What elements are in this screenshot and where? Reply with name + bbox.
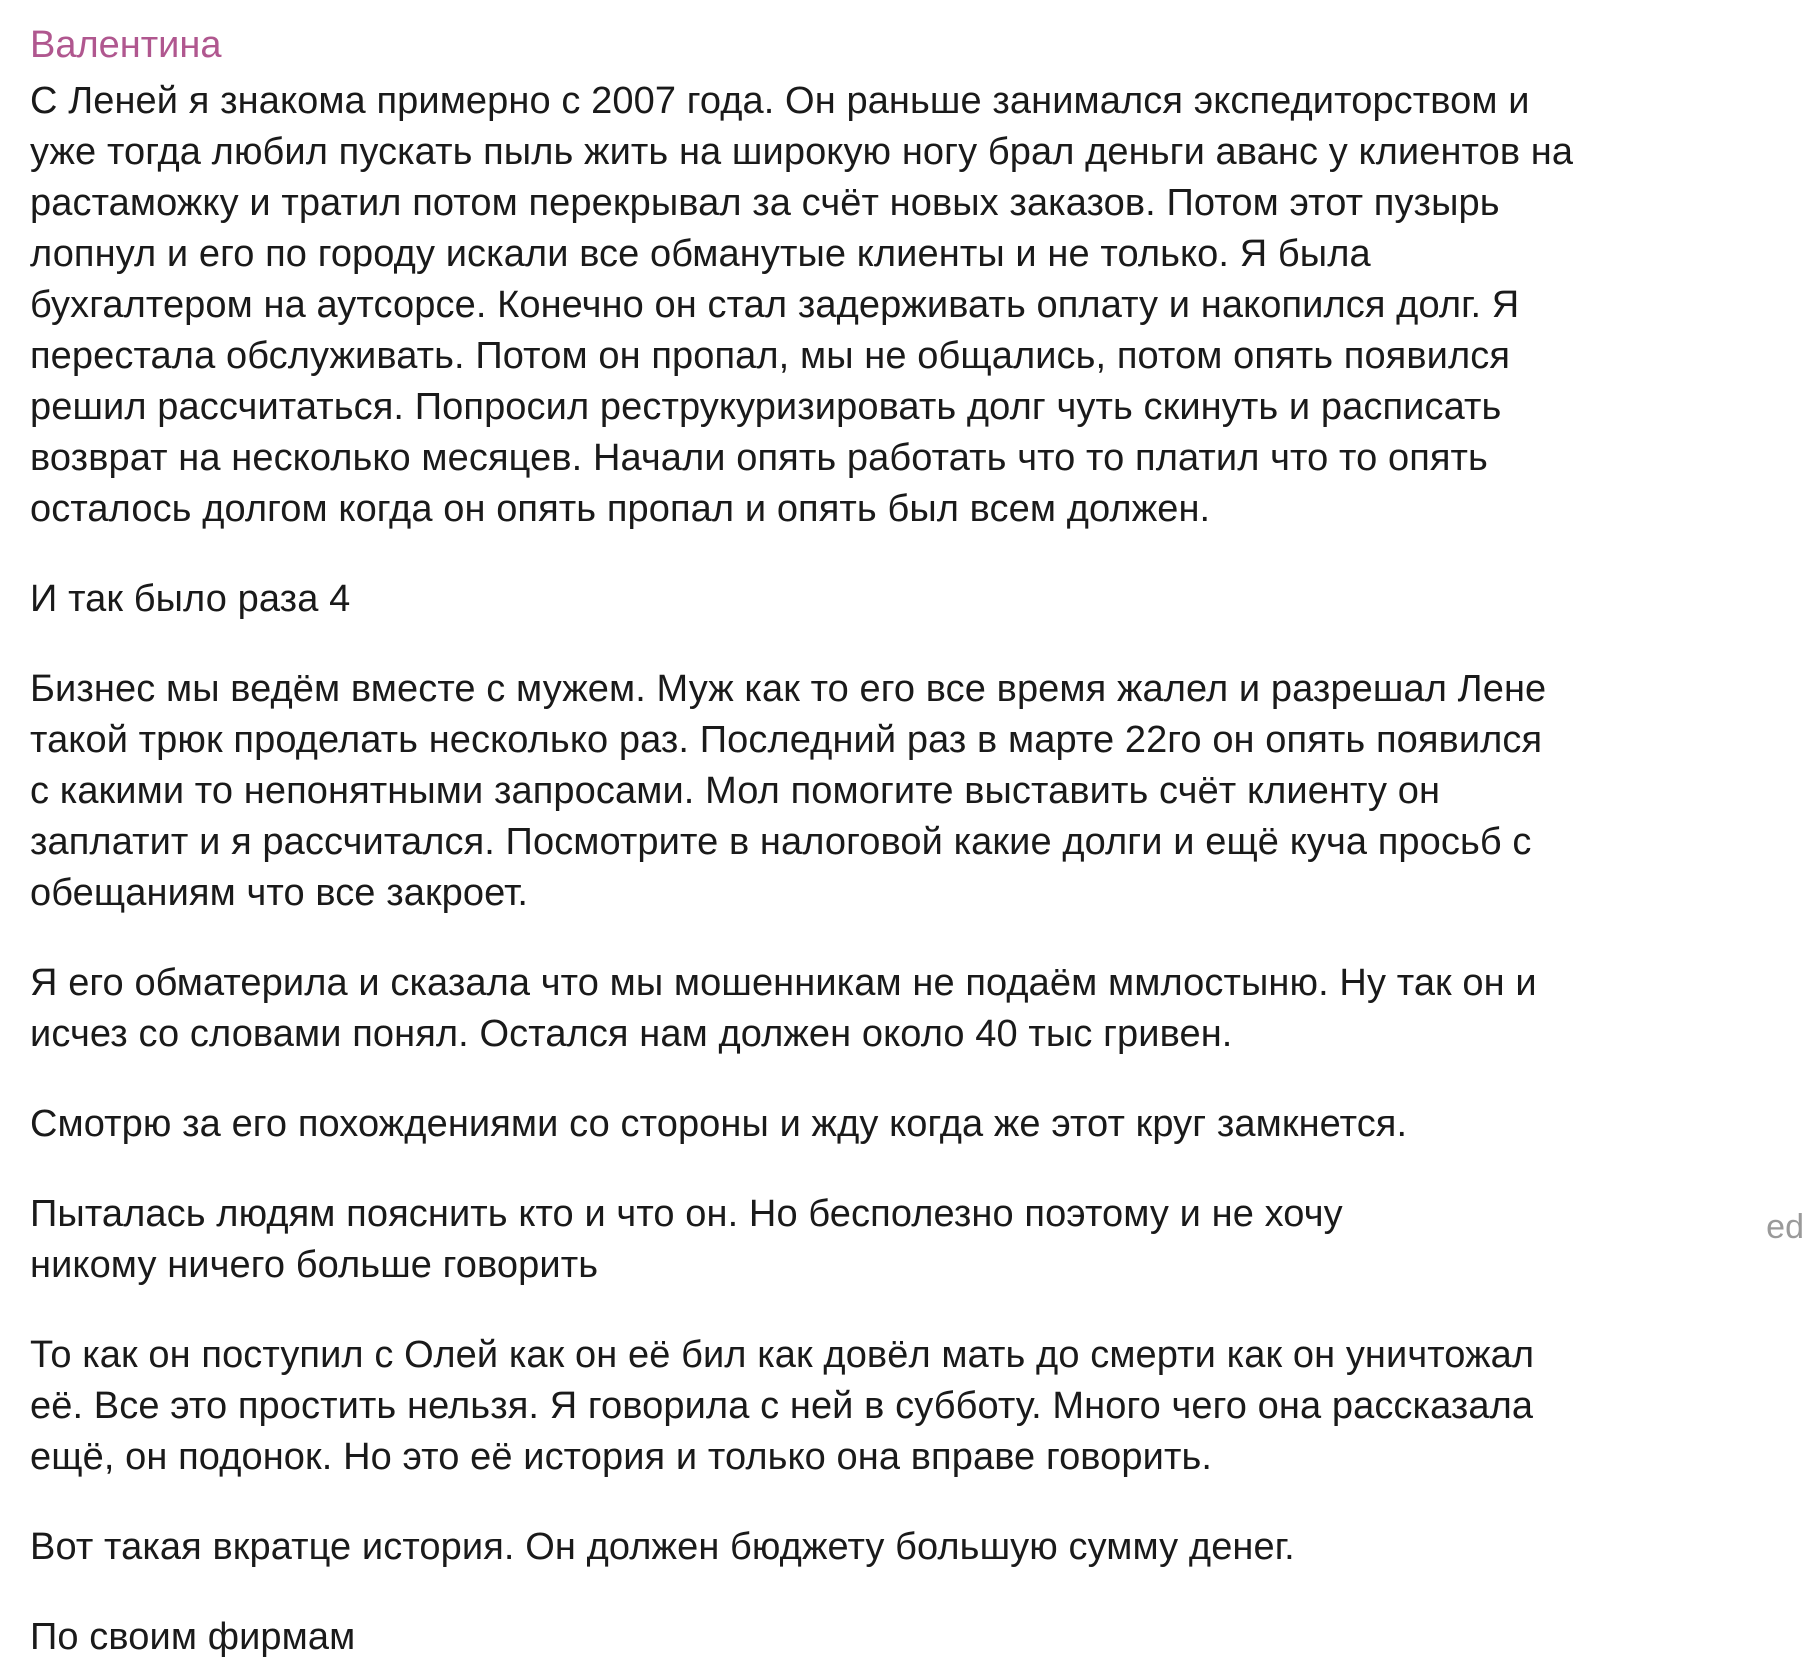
message-line: Я его обматерила и сказала что мы мошенникам не подаём ммлостыню. Ну так он и — [30, 962, 1537, 1004]
message-line: растаможку и тратил потом перекрывал за счёт новых заказов. Потом этот пузырь — [30, 182, 1500, 224]
message-line: никому ничего больше говорить — [30, 1244, 599, 1286]
message-paragraph — [30, 1189, 1804, 1291]
message-line: лопнул и его по городу искали все обманутые клиенты и не только. Я была — [30, 233, 1371, 275]
message-line: Пыталась людям пояснить кто и что он. Но бесполезно поэтому и не хочу — [30, 1193, 1343, 1235]
message-line: И так было раза 4 — [30, 578, 351, 620]
message-body — [30, 76, 1804, 1663]
message-paragraph — [30, 574, 1804, 625]
message-line: исчез со словами понял. Остался нам должен около 40 тыс гривен. — [30, 1013, 1233, 1055]
message-line: Бизнес мы ведём вместе с мужем. Муж как то его все время жалел и разрешал Лене — [30, 668, 1547, 710]
message-line: заплатит и я рассчитался. Посмотрите в налоговой какие долги и ещё куча просьб с — [30, 821, 1532, 863]
message-paragraph — [30, 958, 1804, 1060]
message-paragraph — [30, 1612, 1804, 1663]
message-line: То как он поступил с Олей как он её бил как довёл мать до смерти как он уничтожал — [30, 1334, 1535, 1376]
message-line: Вот такая вкратце история. Он должен бюджету большую сумму денег. — [30, 1526, 1295, 1568]
message-line: перестала обслуживать. Потом он пропал, мы не общались, потом опять появился — [30, 335, 1511, 377]
message-line: решил рассчитаться. Попросил реструкуризировать долг чуть скинуть и расписать — [30, 386, 1502, 428]
sender-name[interactable]: Валентина — [30, 24, 222, 66]
message-paragraph — [30, 1099, 1804, 1150]
message-paragraph — [30, 664, 1804, 919]
message-paragraph — [30, 1330, 1804, 1483]
message-paragraph — [30, 1522, 1804, 1573]
message-line: осталось долгом когда он опять пропал и опять был всем должен. — [30, 488, 1211, 530]
message-line: бухгалтером на аутсорсе. Конечно он стал задерживать оплату и накопился долг. Я — [30, 284, 1520, 326]
message-line: обещаниям что все закроет. — [30, 872, 529, 914]
message-line: По своим фирмам — [30, 1616, 356, 1658]
message-line: ещё, он подонок. Но это её история и только она вправе говорить. — [30, 1436, 1213, 1478]
edited-label: ed — [1766, 1208, 1804, 1246]
message-paragraph — [30, 76, 1804, 535]
message-line: С Леней я знакома примерно с 2007 года. Он раньше занимался экспедиторством и — [30, 80, 1530, 122]
message-line: Смотрю за его похождениями со стороны и жду когда же этот круг замкнется. — [30, 1103, 1408, 1145]
message-line: с какими то непонятными запросами. Мол помогите выставить счёт клиенту он — [30, 770, 1441, 812]
message-line: возврат на несколько месяцев. Начали опять работать что то платил что то опять — [30, 437, 1488, 479]
message-line: её. Все это простить нельзя. Я говорила с ней в субботу. Много чего она рассказала — [30, 1385, 1534, 1427]
message-line: уже тогда любил пускать пыль жить на широкую ногу брал деньги аванс у клиентов на — [30, 131, 1574, 173]
message-line: такой трюк проделать несколько раз. Последний раз в марте 22го он опять появился — [30, 719, 1543, 761]
